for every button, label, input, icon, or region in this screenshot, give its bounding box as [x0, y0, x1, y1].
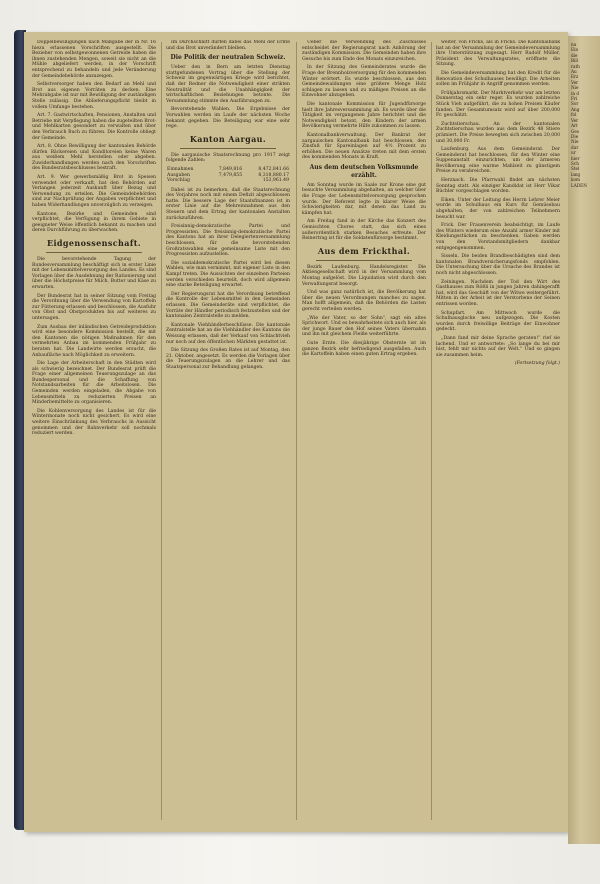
- article-paragraph: Schupfart. Am Mittwoch wurde die Schulhausglocke neu aufgezogen. Die Kosten wurden durch freiwillige Beiträge der Einwohner gedeckt.: [436, 310, 560, 333]
- table-cell: 8,472,841.66: [258, 166, 289, 172]
- newspaper-page: [24, 32, 568, 832]
- article-paragraph: Herznach. Die Pfarrwahl findet am nächsten Sonntag statt. Als einziger Kandidat ist Herr Vikar Büchler vorgeschlagen worden.: [436, 178, 560, 195]
- column-rule: [296, 42, 297, 820]
- next-page-fragment: Au: [571, 69, 577, 75]
- next-page-fragment: in d: [571, 90, 580, 96]
- article-paragraph: Kantonalbankverwaltung. Der Bankrat der aargauischen Kantonalbank hat beschlossen, den Zinsfuß für Spareinlagen auf 4½ Prozent zu erhöhen. Die neuen Ansätze treten mit dem ersten des kommenden Monats in Kraft.: [302, 132, 426, 161]
- article-paragraph: Am Sonntag wurde im Saale zur Krone eine gut besuchte Versammlung abgehalten, an welcher über die Frage der Lebensmittelversorgung gesprochen wurde. Der Referent legte in klarer Weise die Schwierigkeiten dar, mit denen das Land zu kämpfen hat.: [302, 182, 426, 216]
- section-separator: [180, 148, 276, 149]
- section-separator: [46, 252, 142, 253]
- next-page-fragment: Stel: [571, 166, 580, 172]
- section-separator: [316, 260, 412, 261]
- article-paragraph: Zeiningen. Nachdem der Tod den Wirt des Gasthauses zum Rößli in jungen Jahren dahingerafft hat, wird das Geschäft von der Witwe weitergeführt. Mitten in der Arbeit ist der Verstorbene der Seinen entrissen worden.: [436, 279, 560, 307]
- next-page-edge: [568, 36, 600, 844]
- section-heading: Eidgenossenschaft.: [47, 238, 141, 248]
- next-page-fragment: dur: [571, 144, 579, 150]
- table-cell: 8,318,880.17: [258, 172, 289, 178]
- article-paragraph: Die bevorstehende Tagung der Bundesversammlung beschäftigt sich in erster Linie mit der Lebensmittelversorgung des Landes. Es sind Vorlagen über die Ausdehnung der Rationierung und über die Höchstpreise für Milch, Butter und Käse zu erwarten.: [32, 257, 156, 290]
- next-page-fragment: Ang: [571, 106, 580, 112]
- article-paragraph: Bezirk Laufenburg. Handelsregister. Die Aktiengesellschaft wird in der Versammlung vom Montag aufgelöst. Die Liquidation wird durch den Verwaltungsrat besorgt.: [302, 264, 426, 287]
- column-1: [32, 40, 156, 822]
- article-subheading: Die Politik der neutralen Schweiz.: [170, 54, 286, 62]
- next-page-fragment: ur: [571, 150, 576, 156]
- article-paragraph: Ueber den in Bern am letzten Dienstag stattgefundenen Vortrag über die Stellung der Schweiz im gegenwärtigen Kriege wird berichtet, daß der Redner die Notwendigkeit einer strikten Neutralität und die Unabhängigkeit der wirtschaftlichen Beziehungen betonte. Die Versammlung stimmte den Ausführungen zu.: [166, 65, 290, 104]
- article-paragraph: Art. 8. Ohne Bewilligung der kantonalen Behörde dürfen Bäckereien und Konditoreien keine Waren aus weißem Mehl herstellen oder abgeben. Zuwiderhandlungen werden nach den Vorschriften des Bundesratsbeschlusses bestraft.: [32, 144, 156, 172]
- next-page-fragment: Nie: [571, 139, 579, 145]
- article-paragraph: Kantone, Bezirke und Gemeinden sind verpflichtet, die Verfügung in ihrem Gebiete in geeigneter Weise öffentlich bekannt zu machen und deren Durchführung zu überwachen.: [32, 211, 156, 234]
- article-paragraph: Eiken. Unter der Leitung des Herrn Lehrer Meier wurde im Schulhaus ein Kurs für Gemüsebau abgehalten, der von zahlreichen Teilnehmern besucht war.: [436, 197, 560, 220]
- article-paragraph: In der Sitzung des Gemeinderates wurde die Frage der Brennholzversorgung für den kommenden Winter erörtert. Es wurde beschlossen, aus den Gemeindewaldungen eine größere Menge Holz schlagen zu lassen und zu mäßigen Preisen an die Einwohner abzugeben.: [302, 65, 426, 99]
- next-page-fragment: Ges: [571, 128, 579, 134]
- next-page-fragment: Erz: [571, 74, 579, 80]
- article-paragraph: Art. 9. Wer gewerbsmäßig Brot in Speisen verwendet oder verkauft, hat den Behörden auf Verlangen jederzeit Auskunft über Bezug und Verwendung zu erteilen. Die Gemeindebehörden sind zur Nachprüfung der Angaben verpflichtet und haben Widerhandlungen unverzüglich zu verzeigen.: [32, 175, 156, 209]
- table-row: [166, 167, 290, 173]
- table-cell: [207, 178, 243, 184]
- article-paragraph: Kantonale Viehhändlerbeschlüsse. Die kantonale Zentralstelle hat an die Viehhändler des Kantons die Weisung erlassen, daß der Verkauf von Schlachtvieh nur noch auf den öffentlichen Märkten gestattet ist.: [166, 322, 290, 345]
- article-paragraph: Die sozialdemokratische Partei wird bei diesen Wahlen, wie man vernimmt, mit eigener Liste in den Kampf treten. Die Aussichten der einzelnen Parteien werden verschieden beurteilt, doch wird allgemein eine starke Beteiligung erwartet.: [166, 260, 290, 289]
- next-page-fragment: lang: [571, 171, 581, 177]
- article-paragraph: Zum Ausbau der inländischen Getreideproduktion wird eine besondere Kommission bestellt, die mit den Kantonen die nötigen Maßnahmen für den vermehrten Anbau im kommenden Frühjahr zu beraten hat. Die Landwirte werden ersucht, die Anbaufläche nach Möglichkeit zu erweitern.: [32, 324, 156, 358]
- article-paragraph: „Dann fand mir deine Sprache geraten!“ rief sie lachend. Und er antwortete: „So lange du bei mir bist, fehlt mir nichts auf der Welt.“ Und so gingen sie zusammen heim.: [436, 335, 560, 358]
- section-heading: Kanton Aargau.: [189, 133, 267, 144]
- column-3: [302, 40, 426, 822]
- article-paragraph: Die kantonale Kommission für Jugendfürsorge hielt ihre Jahresversammlung ab. Es wurde über die Tätigkeit im vergangenen Jahre berichtet und die Notwendigkeit betont, den Kindern der armen Bevölkerung vermehrte Hilfe zukommen zu lassen.: [302, 101, 426, 130]
- column-rule: [161, 42, 162, 820]
- article-paragraph: Zuchtstierschau. An der kantonalen Zuchtstierschau wurden aus dem Bezirk 48 Stiere prämiert. Die Preise bewegten sich zwischen 20,000 und 30,000 Fr.: [436, 121, 560, 144]
- section-heading: Aus dem Frickthal.: [317, 245, 411, 256]
- next-page-fragment: Die: [571, 133, 579, 139]
- article-paragraph: Die Gemeindeversammlung hat den Kredit für die Renovation des Schulhauses bewilligt. Die Arbeiten sollen im Frühjahr in Angriff genommen werden.: [436, 70, 560, 88]
- next-page-fragment: Ein: [571, 47, 579, 53]
- article-paragraph: Art. 7. Gastwirtschaften, Pensionen, Anstalten und Betriebe mit Verpflegung haben die zugeteilten Brot- und Mehlkarten gesondert zu verwalten und über den Verbrauch Buch zu führen. Die Kontrolle obliegt der Gemeinde.: [32, 113, 156, 141]
- article-paragraph: Die Kohlenversorgung des Landes ist für die Wintermonate noch nicht gesichert. Es wird eine weitere Einschränkung des Verbrauchs in Aussicht genommen und der Bahnverkehr soll nochmals reduziert werden.: [32, 408, 156, 437]
- table-row: [166, 178, 290, 184]
- table-cell: 7,479,855: [218, 172, 243, 178]
- article-paragraph: Frühjahrsmarkt. Der Marktverkehr war am letzten Donnerstag ein sehr reger. Es wurden zahlreiche Stück Vieh aufgeführt, die zu hohen Preisen Käufer fanden. Der Gesamtumsatz wird auf über 200,000 Fr. geschätzt.: [436, 90, 560, 119]
- next-page-fragment: fol: [571, 112, 577, 118]
- next-page-fragment: Ver: [571, 117, 579, 123]
- next-page-fragment: Ver: [571, 79, 579, 85]
- table-cell: Vorschlag: [167, 178, 190, 184]
- article-paragraph: Ueber die Verwendung des Zuschusses entscheidet der Regierungsrat nach Anhörung der zuständigen Kommission. Die Gemeinden haben ihre Gesuche bis zum Ende des Monats einzureichen.: [302, 40, 426, 62]
- next-page-fragment: Sor: [571, 101, 579, 107]
- article-paragraph: Die Lage der Arbeiterschaft in den Städten wird als schwierig bezeichnet. Der Bundesrat prüft die Frage einer allgemeinen Teuerungszulage an das Bundespersonal und die Schaffung von Notstandsarbeiten für die Arbeitslosen. Die Gemeinden werden eingeladen, die Abgabe von Lebensmitteln zu reduzierten Preisen an Minderbemittelte zu organisieren.: [32, 361, 156, 406]
- next-page-fragment: rath: [571, 63, 580, 69]
- column-rule: [431, 42, 432, 820]
- article-paragraph: Am Freitag fand in der Kirche das Konzert des Gemischten Chores statt, das sich eines außerordentlich starken Besuches erfreute. Der Reinertrag ist für die Soldatenfürsorge bestimmt.: [302, 219, 426, 242]
- article-paragraph: Laufenburg. Aus dem Gemeinderat. Der Gemeinderat hat beschlossen, für den Winter eine Suppenanstalt einzurichten, um der ärmeren Bevölkerung eine warme Mahlzeit zu günstigem Preise zu verabreichen.: [436, 147, 560, 175]
- next-page-fragment: Art: [571, 123, 578, 129]
- article-paragraph: Bevorstehende Wahlen. Die Ergebnisse der Vorwahlen werden im Laufe der nächsten Woche bekannt gegeben. Die Beteiligung war eine sehr rege.: [166, 107, 290, 130]
- article-paragraph: Im Durchschnitt dürfen dabei das Mehl der Ernte und das Brot unverändert bleiben.: [166, 40, 290, 51]
- next-page-fragment: Sch: [571, 160, 579, 166]
- article-paragraph: Doppelbewilligungen nach Maßgabe der in Nr. 16 hiezu erlassenen Vorschriften ausgestellt. Die Bezieher von selbstgewonnenen Getreide haben die ihnen zustehenden Mengen, soweit sie nicht an die Mühle abgeliefert werden, in der Vorschrift entsprechend zu behandeln und jede Veränderung der Gemeindebehörde anzuzeigen.: [32, 40, 156, 79]
- article-paragraph: Frick. Der Frauenverein beabsichtigt, im Laufe des Winters wiederum eine Anzahl armer Kinder mit Kleidungsstücken zu beschenken. Gaben werden von den Vorstandsmitgliedern dankbar entgegengenommen.: [436, 223, 560, 251]
- article-paragraph: Dabei ist zu bemerken, daß die Staatsrechnung des Vorjahres noch mit einem Defizit abgeschlossen hatte. Die bessere Lage der Staatsfinanzen ist in erster Linie auf die Mehreinnahmen aus den Steuern und dem Ertrag der kantonalen Anstalten zurückzuführen.: [166, 187, 290, 221]
- table-cell: Einnahmen: [167, 166, 194, 172]
- next-page-fragment: nu: [571, 42, 577, 47]
- article-paragraph: Sisseln. Die beiden Brandbeschädigten sind dem kantonalen Brandversicherungsfonds empfohlen. Die Untersuchung über die Ursache des Brandes ist noch nicht abgeschlossen.: [436, 254, 560, 276]
- continuation-note: (Fortsetzung folgt.): [514, 361, 560, 367]
- next-page-fragment: kom: [571, 177, 581, 183]
- article-paragraph: Gute Ernte. Die diesjährige Obsternte ist im ganzen Bezirk sehr befriedigend ausgefallen. Auch die Kartoffeln haben einen guten Ertrag ergeben.: [302, 340, 426, 358]
- article-paragraph: Und was ganz natürlich ist, die Bevölkerung hat über die neuen Verordnungen manches zu sagen. Man hofft allgemein, daß die Behörden die Lasten gerecht verteilen werden.: [302, 290, 426, 312]
- next-page-fragment: LADEN: [571, 182, 587, 188]
- table-cell: 153,961.49: [262, 178, 289, 184]
- next-page-fragment: Nie: [571, 85, 579, 91]
- article-paragraph: Der Bundesrat hat in seiner Sitzung vom Freitag die Verordnung über die Verwendung von Kartoffeln zur Fütterung erlassen und beschlossen, die Ausfuhr von Obst und Obstprodukten bis auf weiteres zu untersagen.: [32, 293, 156, 321]
- table-cell: Ausgaben: [167, 172, 190, 178]
- article-subheading: Aus dem deutschen Volksmunde erzählt.: [309, 163, 419, 179]
- article-paragraph: Die aargauische Staatsrechnung pro 1917 zeigt folgende Zahlen:: [166, 152, 290, 164]
- column-2: [166, 40, 290, 822]
- statistics-table: [166, 167, 290, 184]
- next-page-text: [568, 36, 600, 194]
- table-cell: 7,849,816: [218, 166, 243, 172]
- article-paragraph: Die Sitzung des Großen Rates ist auf Montag, den 21. Oktober, angesetzt. Es werden die Vorlagen über die Teuerungszulagen an die Lehrer und das Staatspersonal zur Behandlung gelangen.: [166, 348, 290, 370]
- article-paragraph: „Wie der Vater, so der Sohn“, sagt ein altes Sprichwort. Und es bewahrheitete sich auch hier, als der junge Bauer den Hof seines Vaters übernahm und ihn mit gleichem Fleiße weiterführte.: [302, 315, 426, 338]
- next-page-fragment: hier: [571, 155, 580, 161]
- column-4: [436, 40, 560, 822]
- next-page-fragment: Bill: [571, 58, 579, 64]
- next-page-fragment: die: [571, 52, 578, 58]
- article-paragraph: Selbstversorger haben den Bedarf an Mehl und Brot aus eigenen Vorräten zu decken. Eine Mehrabgabe ist nur mit Bewilligung der zuständigen Stelle zulässig. Die Ablieferungspflicht bleibt in vollem Umfange bestehen.: [32, 82, 156, 110]
- article-paragraph: weiter, von Fricks, als in Fricks. Die Kantonalbank hat an der Versammlung der Gemeindeversammlung ihre Unterstützung zugesagt. Herr Rudolf Müller, Präsident des Verwaltungsrates, eröffnete die Sitzung.: [436, 40, 560, 68]
- article-paragraph: Der Regierungsrat hat die Verordnung betreffend die Kontrolle der Lebensmittel in den Gemeinden erlassen. Die Gemeinderäte sind verpflichtet, die Vorräte der Händler periodisch festzustellen und der kantonalen Zentralstelle zu melden.: [166, 291, 290, 320]
- article-paragraph: Freisinnig-demokratische Partei und Progressisten. Die freisinnig-demokratische Partei des Kantons hat an ihrer Delegiertenversammlung beschlossen, für die bevorstehenden Großratswahlen eine gemeinsame Liste mit den Progressisten aufzustellen.: [166, 224, 290, 258]
- next-page-fragment: Fri: [571, 96, 578, 102]
